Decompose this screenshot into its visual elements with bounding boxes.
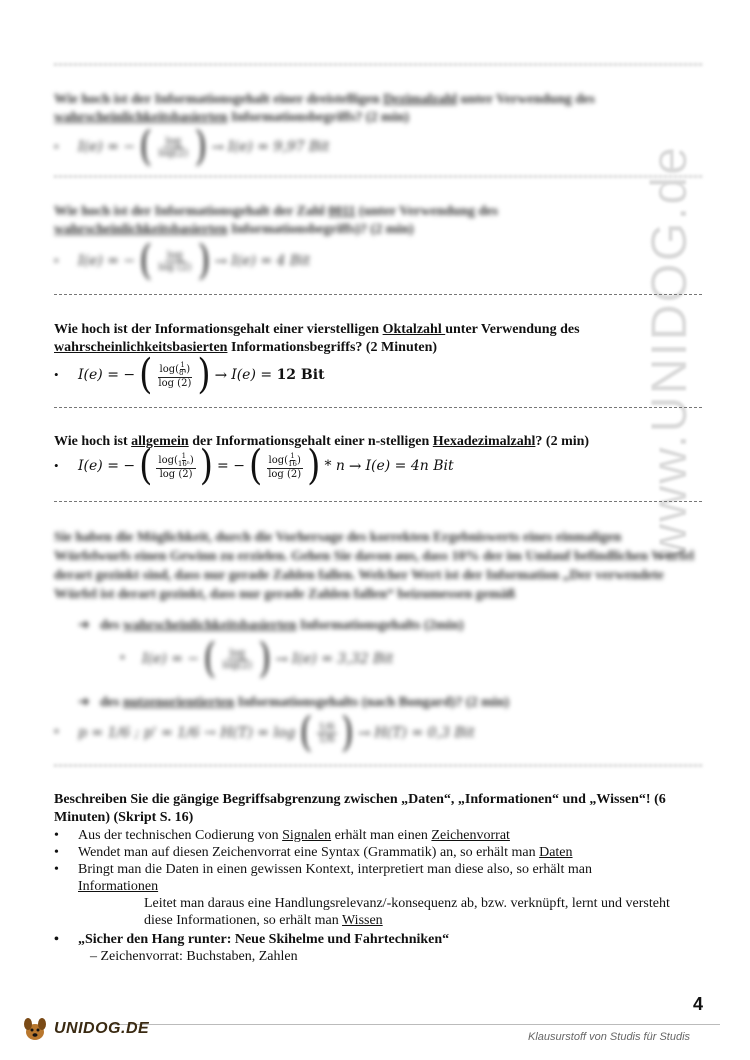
footer-divider [110,1024,720,1025]
divider [54,294,702,295]
q5-sub-1: ➜ des wahrscheinlichkeitsbasierten Informationsgehalts (2min) [78,617,464,633]
watermark: www.UNIDOG.de [641,145,697,560]
unidog-logo [20,1014,149,1044]
divider [54,407,702,408]
logo-text: UNIDOG.DE [54,1020,150,1037]
q2-formula: • I(e) = − ( $\frac{\log}{\log (2)}$ ) → I(e) = 4 Bit [54,237,311,285]
list-item: • Wendet man auf diesen Zeichenvorrat eine Syntax (Grammatik) an, so erhält man Daten [54,845,573,860]
answer-list [54,827,714,965]
list-subitem: – Zeichenvorrat: Buchstaben, Zahlen [90,949,298,964]
question-1: Wie hoch ist der Informationsgehalt einer dreistelligen Dezimalzahl unter Verwendung des wahrscheinlichkeitsbasierten Informationsbegriffs? (2 min) [54,92,595,125]
q5-sub-2: ➜ des nutzenorientierten Informationsgehalts (nach Bongard)? (2 min) [78,694,510,710]
divider [54,176,702,177]
list-continuation: Leitet man daraus eine Handlungsrelevanz/-konsequenz ab, bzw. verknüpft, lernt und versteht diese Informationen, so erhält man Wissen [144,896,670,928]
divider [54,765,702,766]
q5-sub-2-formula: • p = 1/6 ; p' = 1/6 → H(T) = log ( $\frac{1/6}{1/6}$ ) → H(T) = 0,3 Bit [54,709,475,757]
q1-formula: • I(e) = − ( $\frac{\log}{\log(2)}$ ) → I(e) = 9,97 Bit [54,123,330,171]
question-2: Wie hoch ist der Informationsgehalt der Zahl 0011 (unter Verwendung des wahrscheinlichkeitsbasierten Informationsbegriffs)? (2 min) [54,204,498,237]
divider [54,64,702,65]
q3-formula: • I(e) = − ( log ( 1 8⁴ ) log (2) ) → I(e) = 12 Bit [54,351,325,399]
page-number: 4 [693,994,704,1014]
dog-icon [20,1014,50,1044]
list-item: • Aus der technischen Codierung von Signalen erhält man einen Zeichenvorrat [54,828,510,843]
question-6: Beschreiben Sie die gängige Begriffsabgrenzung zwischen „Daten“, „Informationen“ und „Wissen“! (6 Minuten) (Skript S. 16) [54,792,666,825]
question-3: Wie hoch ist der Informationsgehalt einer vierstelligen Oktalzahl unter Verwendung des wahrscheinlichkeitsbasierten Informationsbegriffs? (2 Minuten) [54,322,580,355]
footer-tagline: Klausurstoff von Studis für Studis [528,1031,691,1043]
q4-formula: • I(e) = − ( log ( 1 16ⁿ ) log (2) ) = − ( log ( 1 16 ) log (2) ) * n → I(e) = 4n Bit [54,442,454,490]
list-item: • „Sicher den Hang runter: Neue Skihelme und Fahrtechniken“ [54,932,450,947]
question-4: Wie hoch ist allgemein der Informationsgehalt einer n-stelligen Hexadezimalzahl? (2 min) [54,434,590,449]
list-item: • Bringt man die Daten in einen gewissen Kontext, interpretiert man diese also, so erhält man Informationen [54,862,592,894]
q5-sub-1-formula: • I(e) = − ( $\frac{\log}{\log(2)}$ ) → I(e) = 3,32 Bit [120,635,394,683]
divider [54,501,702,502]
question-5: Sie haben die Möglichkeit, durch die Vorhersage des korrekten Ergebniswerts eines einmaligen Würfelwurfs einen Gewinn zu erzielen. Gehen Sie davon aus, dass 10% der im Umlauf befindlichen Würfel derart gezinkt sind, dass nur gerade Zahlen fallen. Welcher Wert ist der Information „Der verwendete Würfel ist derart gezinkt, dass nur gerade Zahlen fallen“ beizumessen gemäß [54,530,694,602]
